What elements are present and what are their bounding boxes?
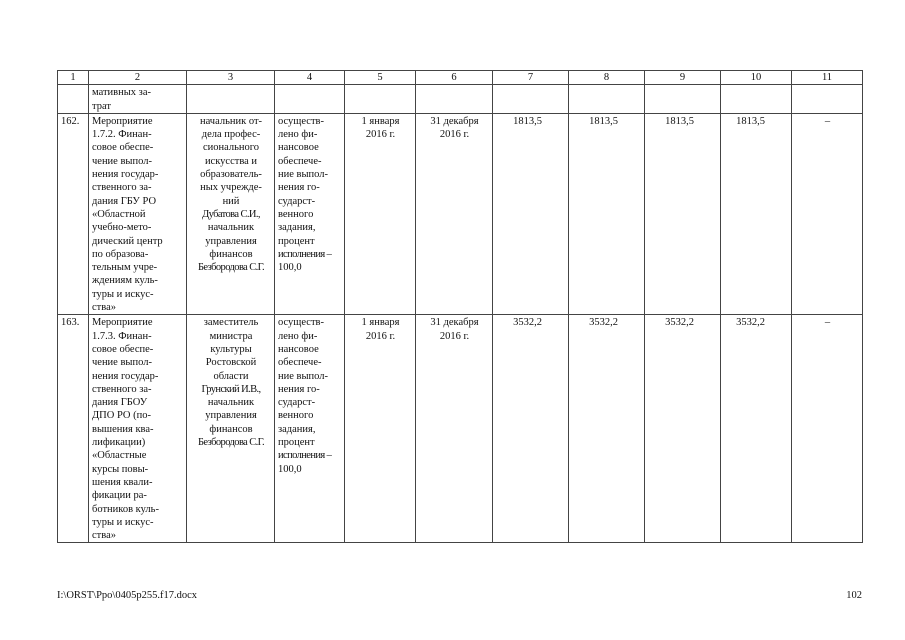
amount-cell: 1813,5 (645, 113, 721, 314)
empty-cell (493, 85, 569, 114)
column-header: 5 (345, 71, 416, 85)
column-header: 8 (569, 71, 645, 85)
responsible-position: заместитель министра культуры Ростовской области (203, 317, 259, 382)
continuation-text: мативных за- трат (89, 85, 187, 114)
column-header: 2 (89, 71, 187, 85)
empty-cell (721, 85, 792, 114)
empty-cell (345, 85, 416, 114)
amount-cell: 3532,2 (721, 315, 792, 543)
empty-cell (58, 85, 89, 114)
amount-cell: – (792, 315, 863, 543)
result-value: 100,0 (278, 463, 302, 475)
responsible-name: Безбородова С.Г. (198, 437, 264, 449)
responsible-position: начальник управления финансов (205, 397, 257, 435)
column-header: 9 (645, 71, 721, 85)
empty-cell (569, 85, 645, 114)
footer-file-path: I:\ORST\Ppo\0405p255.f17.docx (57, 590, 198, 601)
header-row (58, 71, 863, 85)
event-description: Мероприятие 1.7.2. Финан- совое обеспе- чение выпол- нения государ- ственного за- дания ГБУ РО «Областной учебно-мето- дический центр по образова- тельным учре- ждениям куль- туры и искус- ства» (89, 113, 187, 314)
column-header: 6 (416, 71, 493, 85)
responsible-person (187, 315, 275, 543)
amount-cell: 1813,5 (721, 113, 792, 314)
row-number: 163. (58, 315, 89, 543)
amount-cell: 1813,5 (569, 113, 645, 314)
continuation-row (58, 85, 863, 114)
result-value: 100,0 (278, 262, 302, 274)
expected-result (275, 113, 345, 314)
event-description: Мероприятие 1.7.3. Финан- совое обеспе- чение выпол- нения государ- ственного за- дания ГБОУ ДПО РО (по- вышения ква- лификации) «Областные курсы повы- шения квали- фикации ра- ботников куль- туры и искус- ства» (89, 315, 187, 543)
responsible-position: начальник управления финансов (205, 222, 257, 260)
column-header: 4 (275, 71, 345, 85)
column-header: 11 (792, 71, 863, 85)
start-date: 1 января 2016 г. (345, 315, 416, 543)
responsible-person (187, 113, 275, 314)
document-table (57, 70, 863, 543)
amount-cell: 3532,2 (569, 315, 645, 543)
column-header: 1 (58, 71, 89, 85)
responsible-name: Безбородова С.Г. (198, 262, 264, 274)
column-header: 7 (493, 71, 569, 85)
amount-cell: 3532,2 (645, 315, 721, 543)
result-text: исполнения – (278, 450, 332, 462)
empty-cell (792, 85, 863, 114)
empty-cell (416, 85, 493, 114)
responsible-position: начальник от- дела профес- сионального искусства и образователь- ных учрежде- ний (199, 115, 263, 207)
end-date: 31 декабря 2016 г. (416, 113, 493, 314)
amount-cell: 3532,2 (493, 315, 569, 543)
amount-cell: – (792, 113, 863, 314)
end-date: 31 декабря 2016 г. (416, 315, 493, 543)
row-number: 162. (58, 113, 89, 314)
empty-cell (187, 85, 275, 114)
column-header: 10 (721, 71, 792, 85)
expected-result (275, 315, 345, 543)
amount-cell: 1813,5 (493, 113, 569, 314)
page-number: 102 (846, 590, 862, 601)
responsible-name: Дубатова С.И., (202, 208, 260, 220)
table-row (58, 113, 863, 314)
responsible-name: Грунский И.В., (201, 383, 261, 395)
result-text: осуществ- лено фи- нансовое обеспече- ние выпол- нения го- сударст- венного задания, процент (278, 317, 329, 449)
column-header: 3 (187, 71, 275, 85)
start-date: 1 января 2016 г. (345, 113, 416, 314)
result-text: исполнения – (278, 248, 332, 260)
empty-cell (275, 85, 345, 114)
table-row (58, 315, 863, 543)
result-text: осуществ- лено фи- нансовое обеспече- ние выпол- нения го- сударст- венного задания, процент (278, 115, 329, 247)
empty-cell (645, 85, 721, 114)
